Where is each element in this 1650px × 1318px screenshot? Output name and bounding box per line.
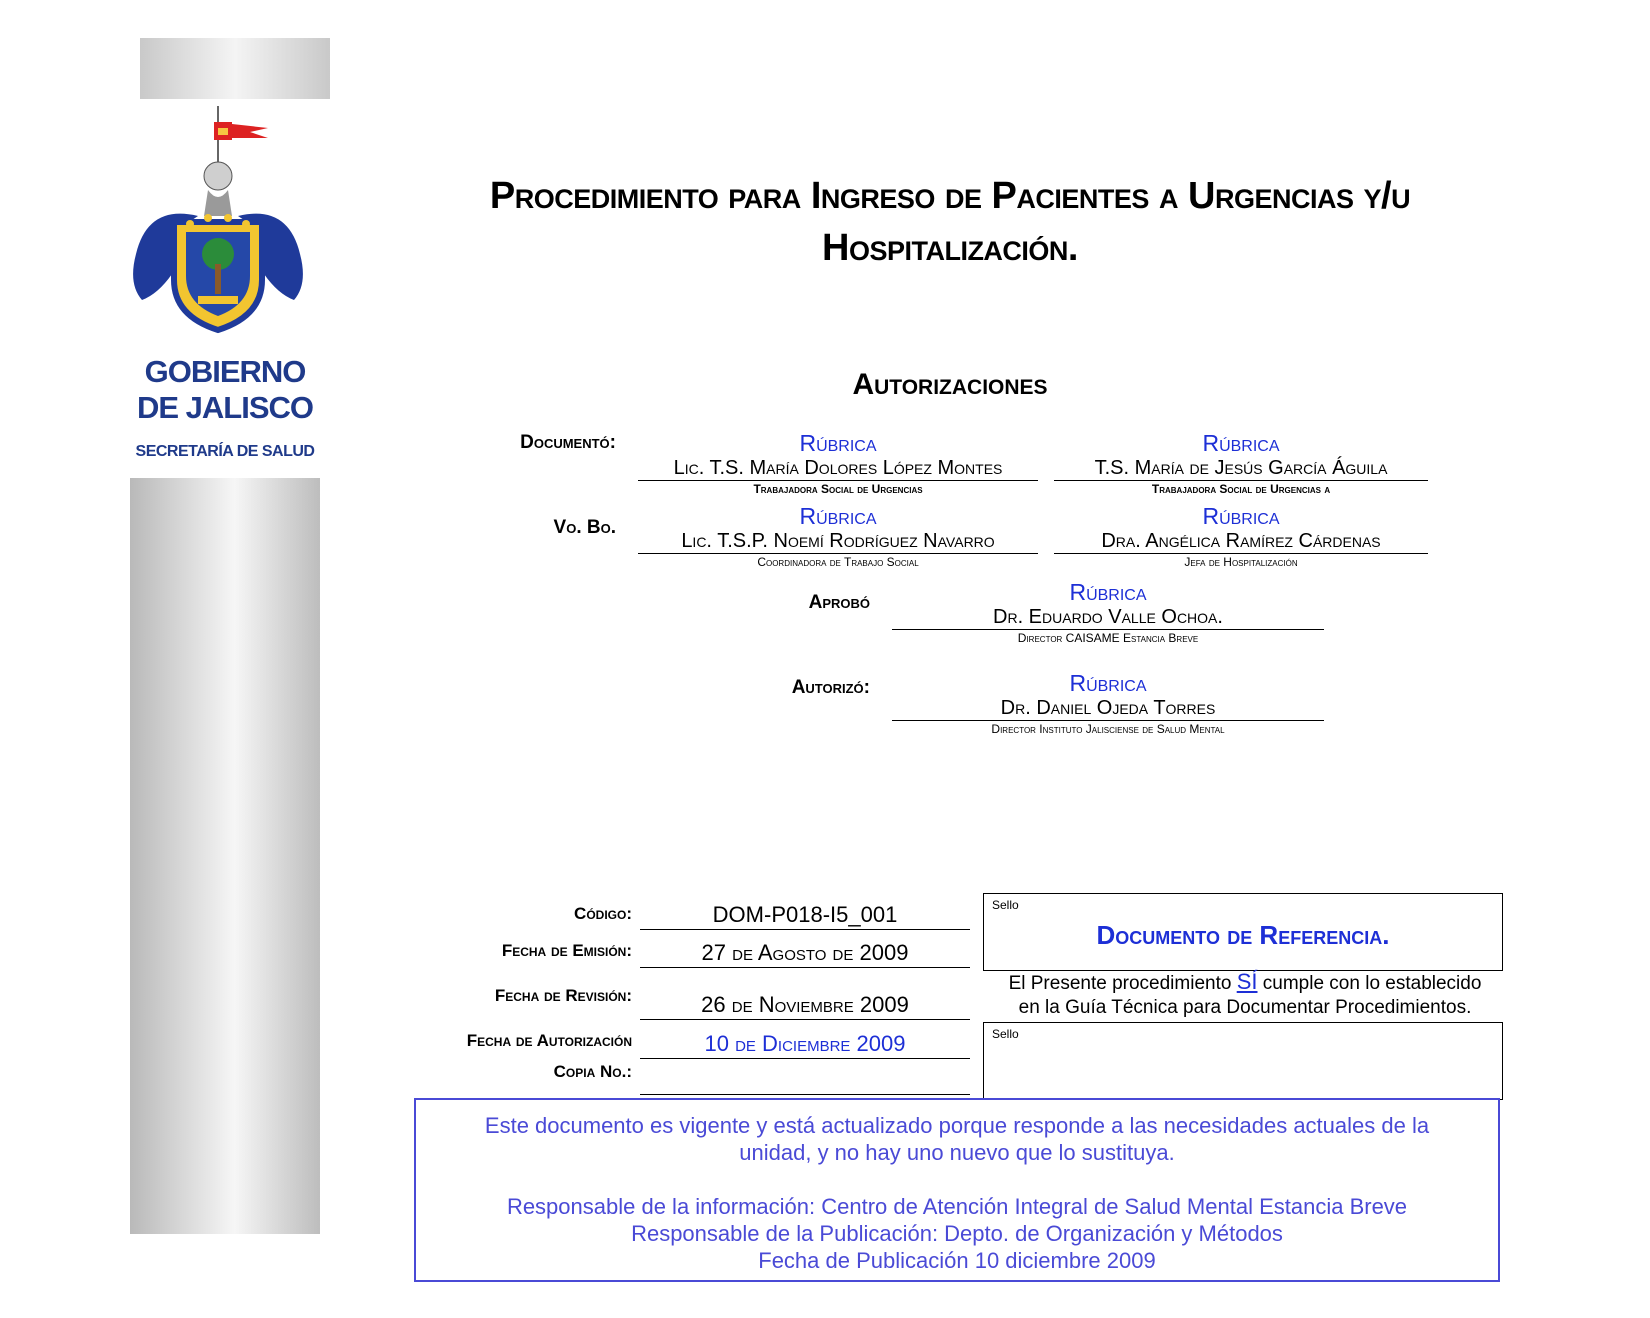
org-name-line2: DE JALISCO bbox=[136, 390, 314, 425]
authorizations-heading: Autorizaciones bbox=[852, 368, 1048, 401]
document-title bbox=[360, 170, 1540, 274]
signer-role: Director CAISAME Estancia Breve bbox=[1017, 631, 1199, 645]
rubrica-text: Rúbrica bbox=[799, 430, 877, 456]
compliance-text-pre: El Presente procedimiento bbox=[1008, 973, 1237, 994]
sello-reference-box bbox=[983, 893, 1503, 971]
autorizo-label: Autorizó: bbox=[791, 677, 870, 698]
signer-role: Jefa de Hospitalización bbox=[1184, 555, 1298, 569]
sello-empty-box bbox=[983, 1022, 1503, 1100]
compliance-text-post: cumple con lo establecido bbox=[1257, 973, 1482, 994]
aprobo-label: Aprobó bbox=[808, 592, 870, 613]
info-line-1: Este documento es vigente y está actualizado porque responde a las necesidades actuales de la bbox=[484, 1113, 1430, 1138]
org-department: SECRETARÍA DE SALUD bbox=[135, 443, 315, 460]
info-line-5: Fecha de Publicación 10 diciembre 2009 bbox=[758, 1248, 1156, 1273]
documento-label: Documentó: bbox=[520, 432, 616, 453]
reference-document-title: Documento de Referencia. bbox=[1096, 920, 1390, 950]
codigo-value: DOM-P018-I5_001 bbox=[640, 901, 970, 930]
info-line-2: unidad, y no hay uno nuevo que lo sustituya. bbox=[739, 1140, 1175, 1165]
signature-vobo1 bbox=[638, 503, 1038, 570]
signer-name: Lic. T.S. María Dolores López Montes bbox=[638, 456, 1038, 481]
info-line-4: Responsable de la Publicación: Depto. de Organización y Métodos bbox=[631, 1221, 1283, 1246]
title-line-2: Hospitalización. bbox=[822, 227, 1078, 269]
info-line-3: Responsable de la información: Centro de Atención Integral de Salud Mental Estancia Breve bbox=[506, 1194, 1408, 1219]
signer-role: Trabajadora Social de Urgencias a bbox=[1151, 482, 1331, 496]
org-name-line1: GOBIERNO bbox=[144, 354, 306, 389]
sello-label: Sello bbox=[992, 898, 1019, 912]
compliance-si: SÍ bbox=[1236, 969, 1258, 994]
copia-label: Copia No.: bbox=[553, 1062, 632, 1081]
signature-autorizo bbox=[892, 670, 1324, 737]
codigo-label: Código: bbox=[574, 904, 632, 923]
autorizacion-value: 10 de Diciembre 2009 bbox=[640, 1030, 970, 1059]
signer-name: Dra. Angélica Ramírez Cárdenas bbox=[1054, 529, 1428, 554]
signature-vobo2 bbox=[1054, 503, 1428, 570]
signature-aprobo bbox=[892, 579, 1324, 646]
compliance-text-line2: en la Guía Técnica para Documentar Procedimientos. bbox=[1018, 997, 1472, 1018]
sello-label: Sello bbox=[992, 1027, 1019, 1041]
emision-value: 27 de Agosto de 2009 bbox=[640, 939, 970, 968]
validity-info-box bbox=[414, 1098, 1500, 1282]
info-spacer bbox=[416, 1166, 1498, 1193]
signer-name: T.S. María de Jesús García Águila bbox=[1054, 456, 1428, 481]
signer-name: Dr. Daniel Ojeda Torres bbox=[892, 696, 1324, 721]
compliance-statement bbox=[985, 970, 1505, 1020]
header-gray-bar bbox=[140, 38, 330, 99]
jalisco-coat-of-arms-logo bbox=[128, 104, 308, 344]
sidebar-gray-pillar bbox=[130, 478, 320, 1234]
signer-role: Coordinadora de Trabajo Social bbox=[757, 555, 919, 569]
rubrica-text: Rúbrica bbox=[1069, 670, 1147, 696]
signature-doc1 bbox=[638, 430, 1038, 497]
emision-label: Fecha de Emisión: bbox=[501, 941, 632, 960]
rubrica-text: Rúbrica bbox=[1069, 579, 1147, 605]
signature-doc2 bbox=[1054, 430, 1428, 497]
title-line-1: Procedimiento para Ingreso de Pacientes a Urgencias y/u bbox=[489, 175, 1411, 217]
rubrica-text: Rúbrica bbox=[1202, 503, 1280, 529]
revision-value: 26 de Noviembre 2009 bbox=[640, 991, 970, 1020]
vobo-label: Vo. Bo. bbox=[553, 517, 616, 538]
revision-label: Fecha de Revisión: bbox=[494, 986, 632, 1005]
signer-name: Dr. Eduardo Valle Ochoa. bbox=[892, 605, 1324, 630]
signer-role: Trabajadora Social de Urgencias bbox=[753, 482, 923, 496]
signer-name: Lic. T.S.P. Noemí Rodríguez Navarro bbox=[638, 529, 1038, 554]
rubrica-text: Rúbrica bbox=[1202, 430, 1280, 456]
rubrica-text: Rúbrica bbox=[799, 503, 877, 529]
copia-value bbox=[640, 1066, 970, 1095]
signer-role: Director Instituto Jalisciense de Salud Mental bbox=[991, 722, 1225, 736]
autorizacion-label: Fecha de Autorización bbox=[466, 1031, 632, 1050]
